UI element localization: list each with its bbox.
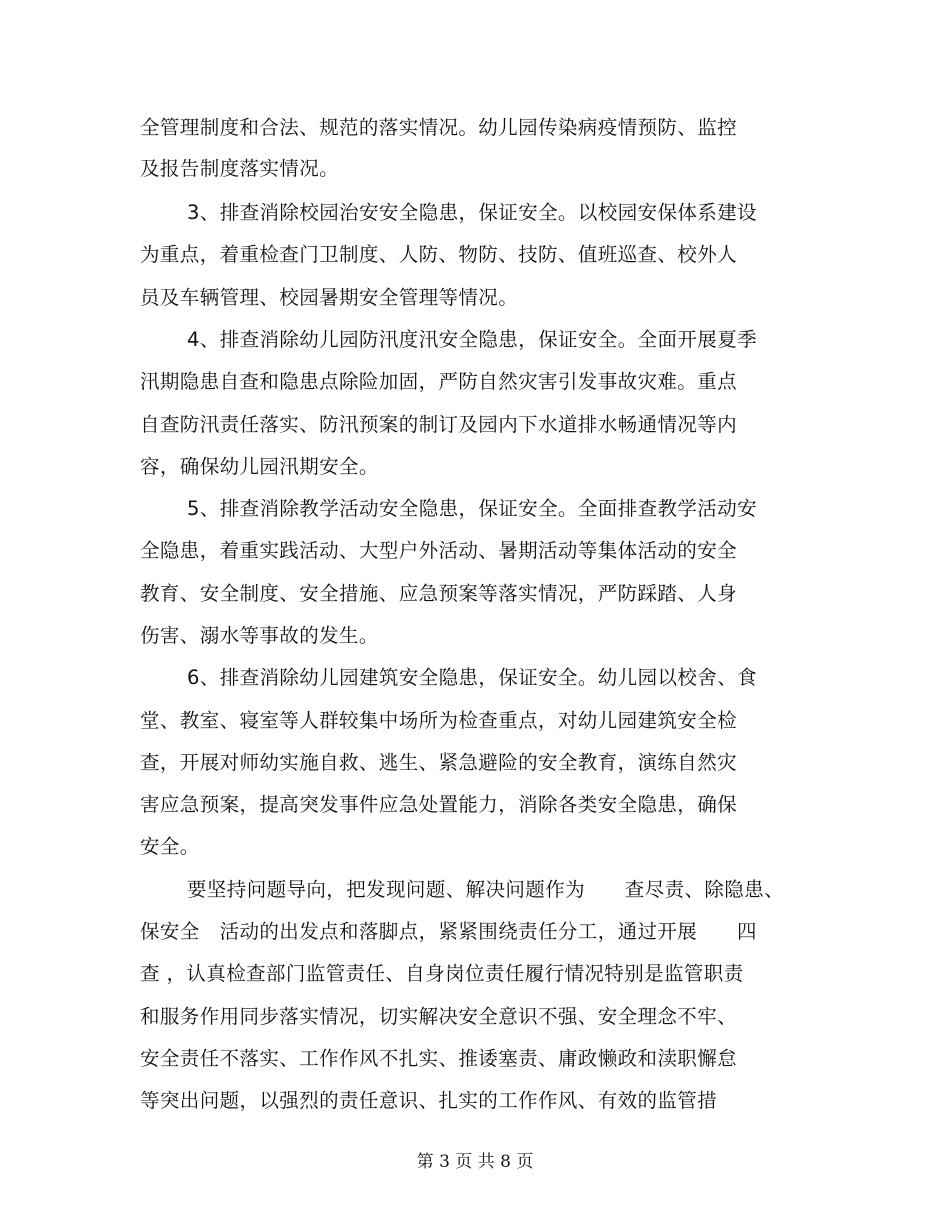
text-line: 汛期隐患自查和隐患点除险加固，严防自然灾害引发事故灾难。重点	[140, 370, 738, 393]
text-line: 和服务作用同步落实情况，切实解决安全意识不强、安全理念不牢、	[140, 1005, 738, 1028]
text-line: 等突出问题，以强烈的责任意识、扎实的工作作风、有效的监管措	[140, 1089, 718, 1112]
text-line: 4、排查消除幼儿园防汛度汛安全隐患，保证安全。全面开展夏季	[187, 328, 758, 351]
text-line: 伤害、溺水等事故的发生。	[140, 624, 379, 647]
text-line: 全管理制度和合法、规范的落实情况。幼儿园传染病疫情预防、监控	[140, 116, 738, 139]
text-line: 6、排查消除幼儿园建筑安全隐患，保证安全。幼儿园以校舍、食	[187, 666, 758, 689]
text-line: 5、排查消除教学活动安全隐患，保证安全。全面排查教学活动安	[187, 497, 758, 520]
total-pages: 8	[500, 1152, 511, 1172]
text-line: 安全责任不落实、工作作风不扎实、推诿塞责、庸政懒政和渎职懈怠	[140, 1047, 738, 1070]
page-mid: 页 共	[455, 1152, 495, 1172]
page-footer	[0, 1150, 950, 1174]
text-line: 堂、教室、寝室等人群较集中场所为检查重点，对幼儿园建筑安全检	[140, 709, 738, 732]
page-suffix: 页	[516, 1152, 534, 1172]
page-number: 3	[439, 1152, 450, 1172]
text-line: 员及车辆管理、校园暑期安全管理等情况。	[140, 286, 519, 309]
text-line: 自查防汛责任落实、防汛预案的制订及园内下水道排水畅通情况等内	[140, 413, 738, 436]
text-line: 3、排查消除校园治安安全隐患，保证安全。以校园安保体系建设	[187, 201, 758, 224]
text-line: 害应急预案，提高突发事件应急处置能力，消除各类安全隐患，确保	[140, 793, 738, 816]
text-line: 保安全 活动的出发点和落脚点，紧紧围绕责任分工，通过开展 四	[140, 920, 757, 943]
text-line: 查，开展对师幼实施自救、逃生、紧急避险的安全教育，演练自然灾	[140, 751, 738, 774]
text-line: 容，确保幼儿园汛期安全。	[140, 455, 379, 478]
text-line: 为重点，着重检查门卫制度、人防、物防、技防、值班巡查、校外人	[140, 243, 738, 266]
text-line: 要坚持问题导向，把发现问题、解决问题作为 查尽责、除隐患、	[187, 878, 785, 901]
text-line: 安全。	[140, 835, 200, 858]
text-line: 教育、安全制度、安全措施、应急预案等落实情况，严防踩踏、人身	[140, 582, 738, 605]
page-prefix: 第	[416, 1152, 434, 1172]
text-line: 及报告制度落实情况。	[140, 157, 340, 180]
text-line: 查 ，认真检查部门监管责任、自身岗位责任履行情况特别是监管职责	[140, 962, 744, 985]
text-line: 全隐患，着重实践活动、大型户外活动、暑期活动等集体活动的安全	[140, 539, 738, 562]
